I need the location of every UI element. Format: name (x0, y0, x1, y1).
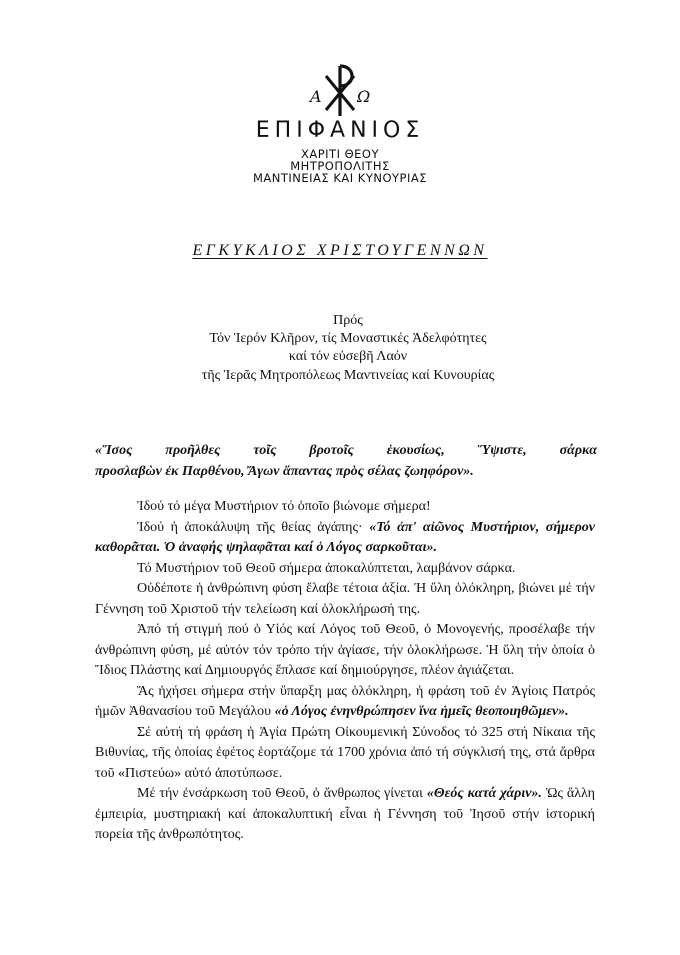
chi-rho-icon (290, 60, 390, 118)
paragraph (95, 518, 595, 559)
addressee-line-4: τῆς Ἱερᾶς Μητροπόλεως Μαντινείας καί Κυνουρίας (201, 368, 495, 383)
encyclical-body (95, 497, 595, 846)
paragraph: Ἰδού τό μέγα Μυστήριον τό ὁποῖο βιώνομε σήμερα! (137, 499, 431, 514)
addressee-line-2: Τόν Ἱερόν Κλῆρον, τίς Μοναστικές Ἀδελφότητες (209, 331, 487, 346)
paragraph: Ἀπό τή στιγμή πού ὁ Υἱός καί Λόγος τοῦ Θεοῦ, ὁ Μονογενής, προσέλαβε τήν ἀνθρώπινη φύση, μέ αὐτόν τόν τρόπο τήν ἁγίασε, τήν ὁλοκλήρωσε. Ἡ ὕλη τήν ὁποία ὁ Ἴδιος Πλάστης καί Δημιουργός ἔπλασε καί δημιούργησε, πλέον ἁγιάζεται. (95, 622, 595, 678)
paragraph-text: Ἄς ἠχήσει σήμερα στήν ὕπαρξη μας ὁλόκληρη, ἡ φράση τοῦ ἐν Ἁγίοις Πατρός ἡμῶν Ἀθανασίου τοῦ Μεγάλου (95, 683, 595, 719)
quote-emphasis: «Τό ἀπ' αἰῶνος Μυστήριον, σήμερον καθορᾶται. Ὁ ἀναφής ψηλαφᾶται καί ὁ Λόγος σαρκοῦται». (95, 519, 595, 555)
paragraph (95, 682, 595, 723)
bishop-title-line-3: ΜΑΝΤΙΝΕΙΑΣ ΚΑΙ ΚΥΝΟΥΡΙΑΣ (252, 171, 428, 185)
paragraph-text: Ὡς ἄλλη ἐμπειρία, μυστηριακή καί ἀποκαλυπτική εἶναι ἡ Γέννηση τοῦ Ἰησοῦ στήν ἱστορική πορεία τῆς ἀνθρωπότητος. (95, 786, 596, 842)
bishop-name: ΕΠΙΦΑΝΙΟΣ (255, 118, 425, 143)
epigraph-line-1: «Ἴσος προῆλθες τοῖς βροτοῖς ἑκουσίως, Ὕψιστε, σάρκα (95, 443, 597, 458)
addressee-line-3: καί τόν εὐσεβῆ Λαόν (288, 349, 408, 364)
chi-rho-seal (290, 60, 390, 118)
paragraph-text: Ἰδού ἡ ἀποκάλυψη τῆς θείας ἀγάπης· (137, 519, 370, 535)
addressee-line-1: Πρός (333, 313, 363, 328)
quote-emphasis: «ὁ Λόγος ἐνηνθρώπησεν ἵνα ἡμεῖς θεοποιηθῶμεν». (274, 704, 569, 719)
paragraph-text: Μέ τήν ἐνσάρκωση τοῦ Θεοῦ, ὁ ἄνθρωπος γίνεται (137, 786, 427, 801)
epigraph-line-2: προσλαβὼν ἐκ Παρθένου, Ἄγων ἅπαντας πρὸς σέλας ζωηφόρον». (95, 464, 474, 479)
hymn-epigraph (95, 440, 597, 482)
bishop-title-line-1: ΧΑΡΙΤΙ ΘΕΟΥ (300, 147, 380, 161)
alpha-letter: Α (310, 87, 322, 106)
paragraph: Τό Μυστήριον τοῦ Θεοῦ σήμερα ἀποκαλύπτεται, λαμβάνον σάρκα. (137, 560, 516, 576)
paragraph: Σέ αὐτή τή φράση ἡ Ἁγία Πρώτη Οἰκουμενική Σύνοδος τό 325 στή Νίκαια τῆς Βιθυνίας, τῆς ὁποίας ἐφέτος ἑορτάζομε τά 1700 χρόνια ἀπό τή σύγκλισή της, στά ἄρθρα τοῦ «Πιστεύω» αὐτό ἀποτύπωσε. (95, 724, 595, 781)
omega-letter: Ω (357, 87, 371, 106)
quote-emphasis: «Θεός κατά χάριν». (426, 786, 542, 801)
document-title: ΕΓΚΥΚΛΙΟΣ ΧΡΙΣΤΟΥΓΕΝΝΩΝ (192, 242, 488, 259)
paragraph: Οὐδέποτε ἡ ἀνθρώπινη φύση ἔλαβε τέτοια ἀξία. Ἡ ὕλη ὁλόκληρη, βιώνει μέ τήν Γέννηση τοῦ Χριστοῦ τήν τελείωση καί ὁλοκλήρωσή της. (95, 581, 595, 617)
paragraph (95, 784, 595, 846)
bishop-title-line-2: ΜΗΤΡΟΠΟΛΙΤΗΣ (290, 159, 390, 173)
